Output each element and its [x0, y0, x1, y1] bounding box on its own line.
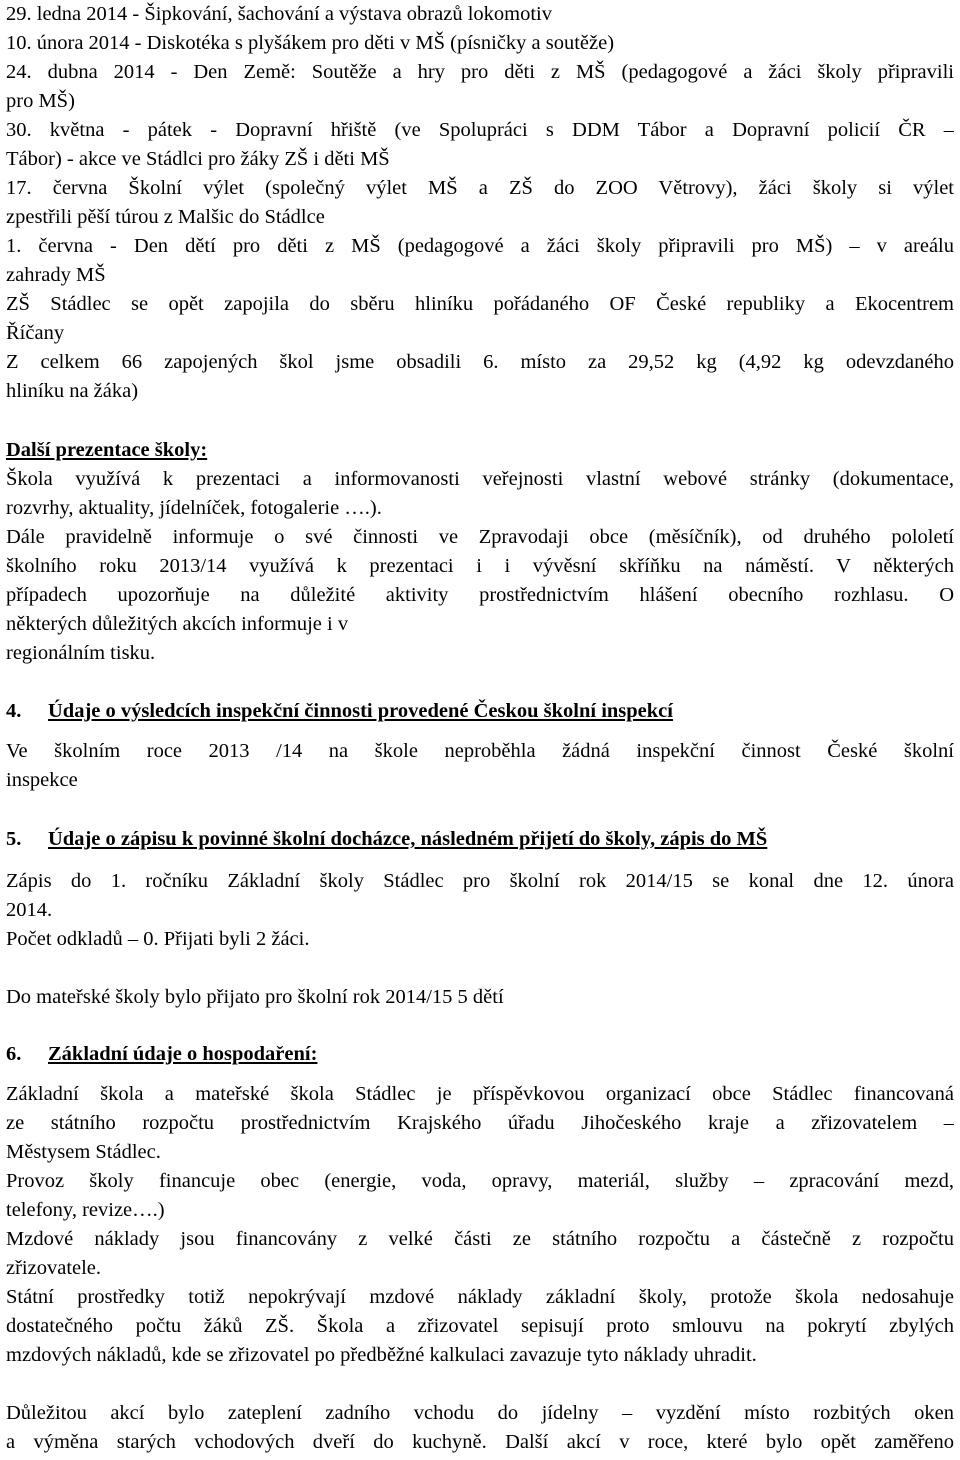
event-line: 24. dubna 2014 - Den Země: Soutěže a hry pro děti z MŠ (pedagogové a žáci školy připravili: [6, 61, 954, 83]
section-number: 5.: [6, 828, 22, 850]
event-line: 29. ledna 2014 - Šipkování, šachování a výstava obrazů lokomotiv: [6, 3, 552, 25]
event-line: Z celkem 66 zapojených škol jsme obsadili 6. místo za 29,52 kg (4,92 kg odevzdaného: [6, 351, 954, 373]
section-number: 4.: [6, 700, 22, 722]
section-5-heading: [6, 825, 954, 854]
section-6-line: telefony, revize….): [6, 1199, 165, 1221]
presentation-para-line: školního roku 2013/14 využívá k prezentaci i i vývěsní skříňku na náměstí. V některých: [6, 555, 954, 577]
event-line: zahrady MŠ: [6, 264, 106, 286]
presentation-para-line: případech upozorňuje na důležité aktivity prostřednictvím hlášení obecního rozhlasu. O: [6, 584, 954, 606]
section-6-line: a výměna starých vchodových dveří do kuchyně. Další akcí v roce, které bylo opět zaměřeno: [6, 1431, 954, 1453]
section-4-line: Ve školním roce 2013 /14 na škole neproběhla žádná inspekční činnost České školní: [6, 740, 954, 762]
section-4-heading: [6, 697, 954, 726]
presentation-para-line: rozvrhy, aktuality, jídelníček, fotogalerie ….).: [6, 497, 382, 519]
section-6-line: zřizovatele.: [6, 1257, 102, 1279]
event-line: hliníku na žáka): [6, 380, 139, 402]
event-line: 10. února 2014 - Diskotéka s plyšákem pro děti v MŠ (písničky a soutěže): [6, 32, 615, 54]
section-5-line: Počet odkladů – 0. Přijati byli 2 žáci.: [6, 928, 310, 950]
section-6-line: Provoz školy financuje obec (energie, voda, opravy, materiál, služby – zpracování mezd,: [6, 1170, 954, 1192]
section-number: 6.: [6, 1043, 22, 1065]
section-4-line: inspekce: [6, 769, 78, 791]
section-6-line: mzdových nákladů, kde se zřizovatel po předběžné kalkulaci zavazuje tyto náklady uhradit.: [6, 1344, 757, 1366]
section-title: Základní údaje o hospodaření:: [48, 1043, 318, 1065]
section-6-line: Státní prostředky totiž nepokrývají mzdové náklady základní školy, protože škola nedosahuje: [6, 1286, 954, 1308]
section-6-line: Městysem Stádlec.: [6, 1141, 161, 1163]
event-line: Tábor) - akce ve Stádlci pro žáky ZŠ i děti MŠ: [6, 148, 390, 170]
event-line: Říčany: [6, 322, 65, 344]
event-line: ZŠ Stádlec se opět zapojila do sběru hliníku pořádaného OF České republiky a Ekocentrem: [6, 293, 954, 315]
section-6-heading: [6, 1040, 954, 1069]
event-line: pro MŠ): [6, 90, 75, 112]
section-6-line: Důležitou akcí bylo zateplení zadního vchodu do jídelny – vyzdění místo rozbitých oken: [6, 1402, 954, 1424]
section-6-line: Základní škola a mateřské škola Stádlec je příspěvkovou organizací obce Stádlec financovaná: [6, 1083, 954, 1105]
presentation-heading: Další prezentace školy:: [6, 439, 208, 461]
section-5-line: Zápis do 1. ročníku Základní školy Stádlec pro školní rok 2014/15 se konal dne 12. února: [6, 870, 954, 892]
section-6-line: ze státního rozpočtu prostřednictvím Krajského úřadu Jihočeského kraje a zřizovatelem –: [6, 1112, 954, 1134]
presentation-para-line: některých důležitých akcích informuje i v: [6, 613, 349, 635]
section-title: Údaje o zápisu k povinné školní docházce, následném přijetí do školy, zápis do MŠ: [48, 828, 768, 850]
section-5-ms-line: Do mateřské školy bylo přijato pro školní rok 2014/15 5 dětí: [6, 986, 504, 1008]
event-line: zpestřili pěší túrou z Malšic do Stádlce: [6, 206, 325, 228]
section-title: Údaje o výsledcích inspekční činnosti provedené Českou školní inspekcí: [48, 700, 673, 722]
presentation-para-line: Škola využívá k prezentaci a informovanosti veřejnosti vlastní webové stránky (dokumentace,: [6, 468, 954, 490]
event-line: 17. června Školní výlet (společný výlet MŠ a ZŠ do ZOO Větrovy), žáci školy si výlet: [6, 177, 954, 199]
event-line: 30. května - pátek - Dopravní hřiště (ve Spolupráci s DDM Tábor a Dopravní policií ČR –: [6, 119, 954, 141]
section-6-line: dostatečného počtu žáků ZŠ. Škola a zřizovatel sepisují proto smlouvu na pokrytí zbylých: [6, 1315, 954, 1337]
section-5-line: 2014.: [6, 899, 53, 921]
section-6-line: Mzdové náklady jsou financovány z velké části ze státního rozpočtu a částečně z rozpočtu: [6, 1228, 954, 1250]
presentation-para-line: Dále pravidelně informuje o své činnosti ve Zpravodaji obce (měsíčník), od druhého pololetí: [6, 526, 954, 548]
presentation-para-line: regionálním tisku.: [6, 642, 156, 664]
event-line: 1. června - Den dětí pro děti z MŠ (pedagogové a žáci školy připravili pro MŠ) – v areálu: [6, 235, 954, 257]
